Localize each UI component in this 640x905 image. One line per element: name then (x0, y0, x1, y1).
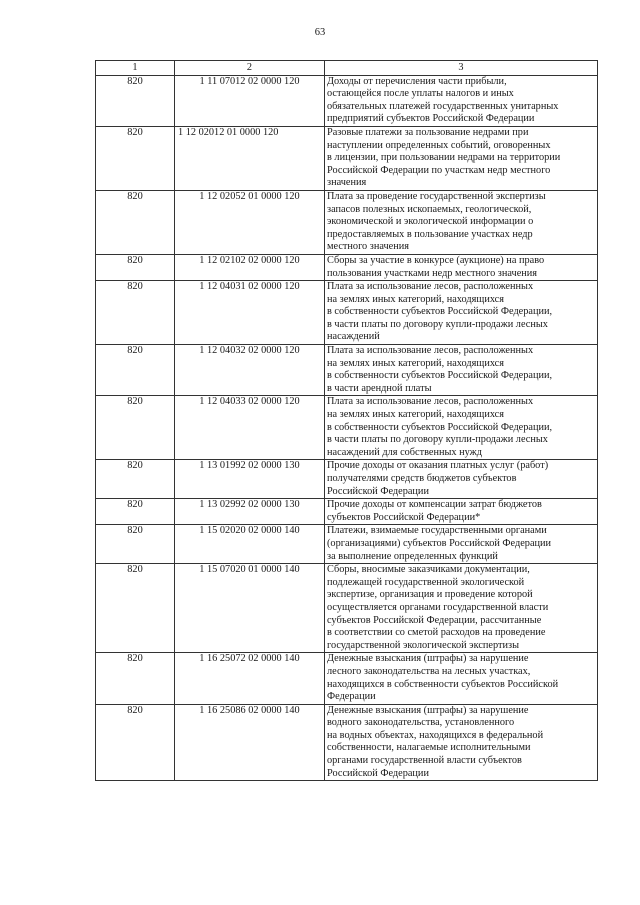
revenue-description-cell (325, 254, 598, 280)
budget-classification-code-cell: 1 12 04033 02 0000 120 (175, 396, 325, 460)
budget-classification-code-cell: 1 12 02102 02 0000 120 (175, 254, 325, 280)
revenue-description-cell (325, 126, 598, 190)
table-header-row (96, 61, 598, 76)
table-row (96, 345, 598, 396)
budget-classification-code-cell: 1 13 01992 02 0000 130 (175, 460, 325, 499)
admin-code-cell: 820 (96, 254, 175, 280)
revenue-description-cell (325, 396, 598, 460)
revenue-description: Доходы от перечисления части прибыли, остающейся после уплаты налогов и иных обязательных платежей государственных унитарных предприятий субъектов Российской Федерации (327, 75, 559, 125)
budget-classification-code-cell: 1 11 07012 02 0000 120 (175, 75, 325, 126)
budget-classification-code-cell: 1 15 02020 02 0000 140 (175, 525, 325, 564)
revenue-description-cell (325, 564, 598, 653)
table-row (96, 564, 598, 653)
revenue-description-cell (325, 704, 598, 781)
revenue-description: Сборы, вносимые заказчиками документации, подлежащей государственной экологической экспертизе, организация и проведение которой осуществляется органами государственной власти субъектов Российской Федерации, рассчитанные в соответствии со сметой расходов на проведение государственной экологической экспертизы (327, 564, 549, 651)
revenue-description-cell (325, 460, 598, 499)
admin-code-cell: 820 (96, 345, 175, 396)
revenue-description: Прочие доходы от оказания платных услуг (работ) получателями средств бюджетов субъектов Российской Федерации (327, 460, 549, 497)
admin-code-cell: 820 (96, 126, 175, 190)
budget-classification-code-cell: 1 13 02992 02 0000 130 (175, 499, 325, 525)
admin-code-cell: 820 (96, 704, 175, 781)
admin-code-cell: 820 (96, 525, 175, 564)
column-header-1: 1 (96, 61, 175, 76)
revenue-description: Разовые платежи за пользование недрами при наступлении определенных событий, оговоренных в лицензии, при пользовании недрами на территории Российской Федерации по участкам недр местного значения (327, 126, 561, 189)
revenue-description: Плата за использование лесов, расположенных на землях иных категорий, находящихся в собственности субъектов Российской Федерации, в части платы по договору купли-продажи лесных насаждений (327, 281, 553, 343)
revenue-description-cell (325, 281, 598, 345)
revenue-description: Сборы за участие в конкурсе (аукционе) на право пользования участками недр местного значения (327, 254, 545, 279)
admin-code-cell: 820 (96, 499, 175, 525)
table-row (96, 396, 598, 460)
admin-code-cell: 820 (96, 564, 175, 653)
revenue-description: Прочие доходы от компенсации затрат бюджетов субъектов Российской Федерации* (327, 499, 542, 523)
budget-classification-code-cell: 1 12 02012 01 0000 120 (175, 126, 325, 190)
revenue-description-cell (325, 499, 598, 525)
revenue-description-cell (325, 345, 598, 396)
budget-classification-code-cell: 1 12 02052 01 0000 120 (175, 190, 325, 254)
column-header-3: 3 (325, 61, 598, 76)
admin-code-cell: 820 (96, 75, 175, 126)
table-row (96, 460, 598, 499)
revenue-description: Плата за использование лесов, расположенных на землях иных категорий, находящихся в собственности субъектов Российской Федерации, в части платы по договору купли-продажи лесных насаждений для собственных нужд (327, 396, 553, 458)
table-row (96, 75, 598, 126)
table-row (96, 499, 598, 525)
budget-classification-code-cell: 1 16 25086 02 0000 140 (175, 704, 325, 781)
table-row (96, 525, 598, 564)
revenue-description-cell (325, 653, 598, 704)
revenue-description-cell (325, 525, 598, 564)
table-row (96, 704, 598, 781)
table-row (96, 653, 598, 704)
budget-classification-code-cell: 1 12 04032 02 0000 120 (175, 345, 325, 396)
revenue-description-cell (325, 190, 598, 254)
admin-code-cell: 820 (96, 190, 175, 254)
admin-code-cell: 820 (96, 653, 175, 704)
admin-code-cell: 820 (96, 396, 175, 460)
admin-code-cell: 820 (96, 281, 175, 345)
table-row (96, 126, 598, 190)
table-row (96, 281, 598, 345)
budget-classification-code-cell: 1 16 25072 02 0000 140 (175, 653, 325, 704)
table-row (96, 190, 598, 254)
revenue-description: Плата за использование лесов, расположенных на землях иных категорий, находящихся в собственности субъектов Российской Федерации, в части арендной платы (327, 345, 553, 394)
budget-classification-code-cell: 1 15 07020 01 0000 140 (175, 564, 325, 653)
revenue-description-cell (325, 75, 598, 126)
revenue-description: Денежные взыскания (штрафы) за нарушение лесного законодательства на лесных участках, находящихся в собственности субъектов Российской Федерации (327, 653, 559, 703)
column-header-2: 2 (175, 61, 325, 76)
revenue-description: Плата за проведение государственной экспертизы запасов полезных ископаемых, геологической, экономической и экологической информации о предоставляемых в пользование участках недр местного значения (327, 190, 546, 253)
page-number: 63 (314, 27, 326, 38)
table-row (96, 254, 598, 280)
revenue-description: Платежи, взимаемые государственными органами (организациями) субъектов Российской Федерации за выполнение определенных функций (327, 525, 552, 562)
revenue-codes-table (95, 60, 598, 781)
admin-code-cell: 820 (96, 460, 175, 499)
budget-classification-code-cell: 1 12 04031 02 0000 120 (175, 281, 325, 345)
revenue-description: Денежные взыскания (штрафы) за нарушение водного законодательства, установленного на водных объектах, находящихся в федеральной собственности, налагаемые исполнительными органами государственной власти субъектов Российской Федерации (327, 704, 544, 779)
